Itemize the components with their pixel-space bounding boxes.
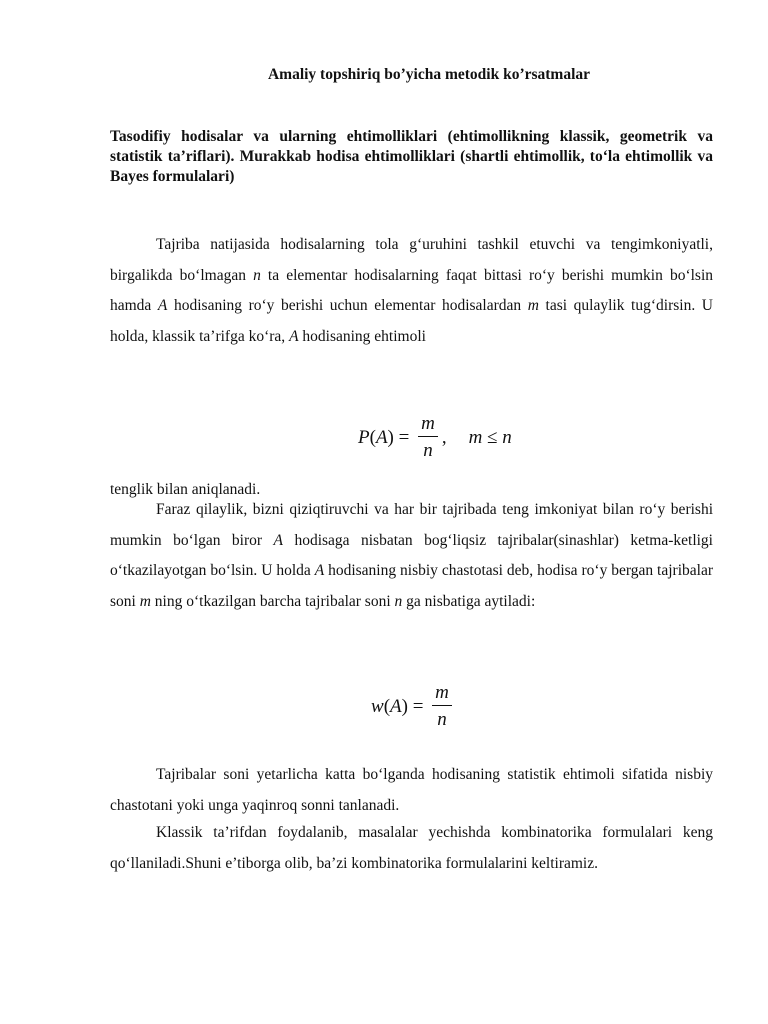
formula-variable-a: A [390, 695, 402, 717]
text-span: hodisaga nisbatan bog‘liqsiz tajribalar(sinashlar) ketma-ketligi o‘tkazilayotgan bo‘lsin. U holda [110, 531, 713, 579]
formula-classical-probability [358, 414, 512, 461]
fraction-denominator: n [423, 440, 433, 461]
formula-fraction [432, 683, 452, 730]
text-span: hodisaning nisbiy chastotasi deb, hodisa ro‘y bergan tajribalar soni [110, 562, 713, 610]
text-span: Tajriba natijasida hodisalarning tola g‘uruhini tashkil etuvchi va tengimkoniyatli, birgalikda bo‘lmagan [110, 236, 713, 284]
formula-equals: = [393, 426, 415, 448]
variable-a: A [273, 531, 283, 549]
fraction-numerator: m [432, 683, 452, 706]
formula-paren-open: ( [369, 426, 376, 448]
text-span: ga nisbatiga aytiladi: [402, 592, 536, 610]
paragraph-statistical-probability: Tajribalar soni yetarlicha katta bo‘lganda hodisaning statistik ehtimoli sifatida nisbiy chastotani yoki unga yaqinroq sonni tanlanadi. [110, 766, 713, 814]
variable-m: m [527, 297, 539, 314]
formula-fraction [418, 414, 438, 461]
variable-a: A [314, 562, 325, 579]
variable-n: n [394, 592, 403, 610]
fraction-denominator: n [437, 709, 447, 730]
formula-condition-n: n [502, 426, 512, 448]
formula-less-equal: ≤ [482, 426, 503, 448]
formula-condition-m: m [468, 426, 483, 448]
formula-paren-close: ) [387, 426, 394, 448]
fraction-numerator: m [418, 414, 438, 437]
formula-comma: , [441, 426, 447, 448]
paragraph-classical-definition [110, 230, 713, 352]
formula-equals: = [407, 695, 429, 717]
formula-function-w: w [371, 695, 384, 717]
formula-paren-open: ( [383, 695, 391, 717]
text-span: Faraz qilaylik, bizni qiziqtiruvchi va har bir tajribada teng imkoniyat bilan ro‘y berishi mumkin bo‘lgan biror [110, 501, 713, 549]
text-span: ning o‘tkazilgan barcha tajribalar soni [150, 592, 395, 610]
formula-paren-close: ) [401, 695, 408, 717]
formula-relative-frequency [371, 683, 456, 730]
topic-subheading: Tasodifiy hodisalar va ularning ehtimolliklari (ehtimollikning klassik, geometrik va statistik ta’riflari). Murakkab hodisa ehtimolliklari (shartli ehtimollik, to‘la ehtimollik va Bayes formulalari) [110, 128, 713, 185]
text-span: tasi qulaylik tug‘dirsin. U holda, klassik ta’rifga ko‘ra, [110, 297, 713, 345]
formula-variable-a: A [375, 426, 388, 448]
formula-function-p: P [358, 426, 370, 448]
variable-m: m [139, 592, 151, 610]
text-span: ta elementar hodisalarning faqat bittasi ro‘y berishi mumkin bo‘lsin hamda [110, 266, 714, 314]
variable-n: n [253, 266, 261, 284]
paragraph-equality-note: tenglik bilan aniqlanadi. [110, 481, 261, 498]
variable-a: A [157, 297, 168, 314]
document-heading: Amaliy topshiriq bo’yicha metodik ko’rsatmalar [267, 66, 591, 83]
text-span: hodisaning ro‘y berishi uchun elementar hodisalardan [167, 297, 528, 314]
text-span: hodisaning ehtimoli [298, 327, 426, 345]
paragraph-relative-frequency [110, 495, 713, 617]
variable-a: A [289, 327, 299, 345]
paragraph-combinatorics-intro: Klassik ta’rifdan foydalanib, masalalar yechishda kombinatorika formulalari keng qo‘llaniladi.Shuni e’tiborga olib, ba’zi kombinatorika formulalarini keltiramiz. [110, 824, 713, 872]
